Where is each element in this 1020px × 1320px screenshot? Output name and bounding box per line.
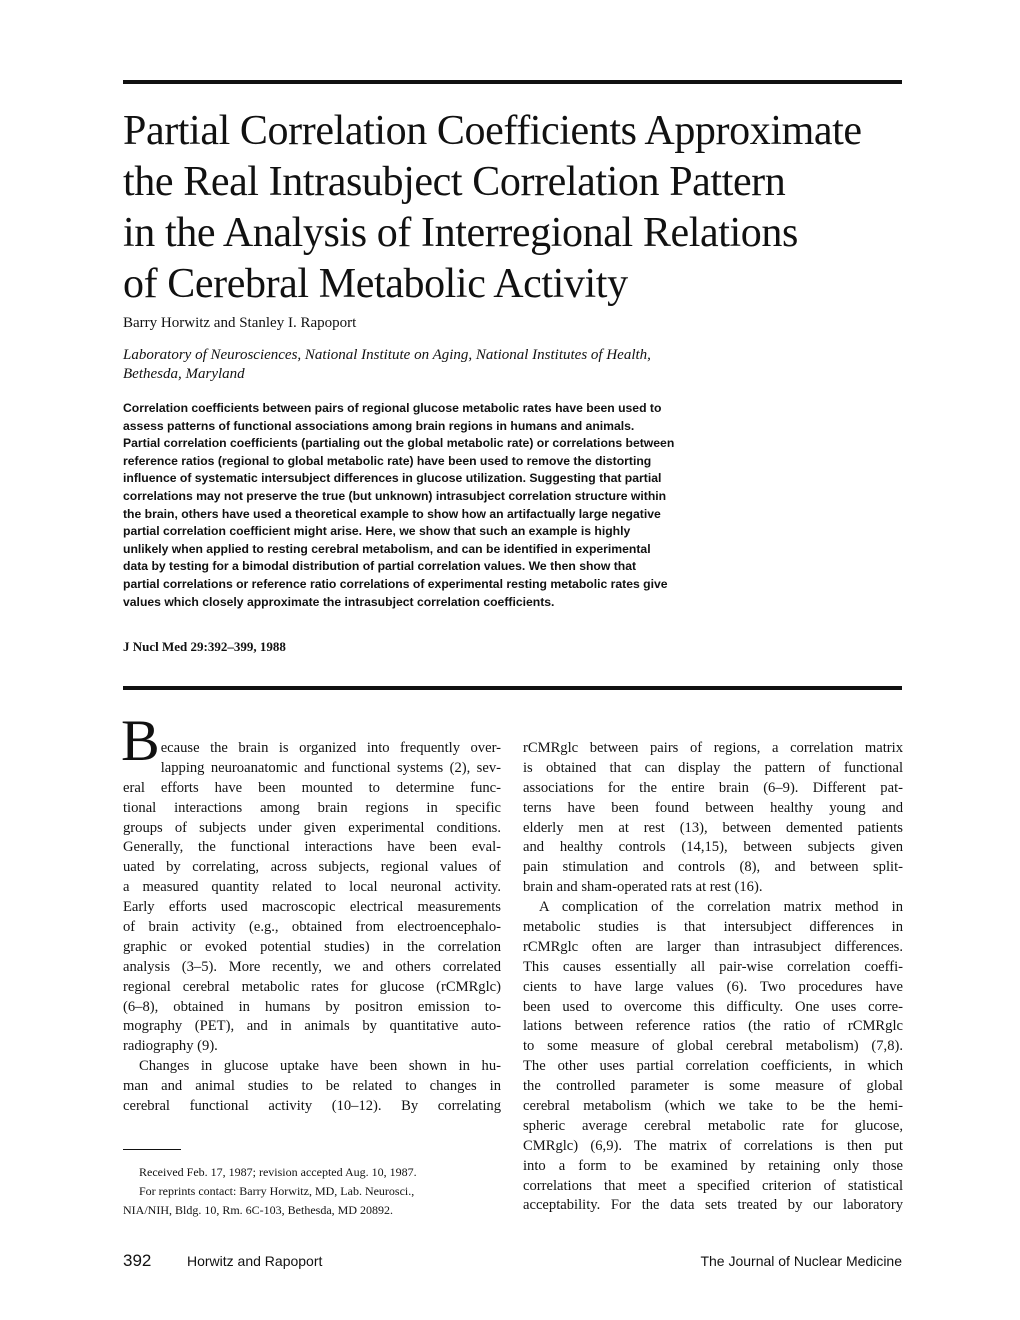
body-line: Changes in glucose uptake have been shown in hu- [139, 1058, 501, 1075]
affiliation [123, 346, 823, 384]
abstract-line: reference ratios (regional to global metabolic rate) have been used to remove the distorting [123, 453, 652, 468]
body-line: been used to overcome this difficulty. One uses corre- [523, 998, 903, 1015]
body-line: uated by correlating, across subjects, regional values of [123, 859, 501, 876]
body-line: of brain activity (e.g., obtained from electroencephalo- [123, 919, 501, 936]
body-line: groups of subjects under given experimental conditions. [123, 819, 501, 836]
body-line: (6–8), obtained in humans by positron emission to- [123, 998, 501, 1015]
body-column-left [121, 708, 501, 1117]
abstract-line: partial correlations or reference ratio correlations of experimental resting metabolic rates give [123, 576, 668, 591]
body-line: spheric average cerebral metabolic rate for glucose, [523, 1117, 903, 1134]
footnote-line: Received Feb. 17, 1987; revision accepted Aug. 10, 1987. [139, 1165, 417, 1179]
abstract-line: Partial correlation coefficients (partialing out the global metabolic rate) or correlations between [123, 436, 675, 451]
footnote-rule [123, 1149, 181, 1150]
section-rule [123, 686, 902, 690]
body-line: cients to have large values (6). Two procedures have [523, 978, 903, 995]
body-line: Early efforts used macroscopic electrical measurements [123, 899, 501, 916]
body-line: rCMRglc between pairs of regions, a correlation matrix [523, 740, 903, 756]
body-line: analysis (3–5). More recently, we and others correlated [123, 958, 501, 975]
body-line: to some measure of global cerebral metabolism) (7,8). [523, 1038, 903, 1055]
footnote [123, 1163, 501, 1220]
body-line: cerebral functional activity (10–12). By correlating [123, 1098, 501, 1115]
abstract-line: values which closely approximate the intrasubject correlation coefficients. [123, 594, 555, 609]
body-line: correlations that meet a specified criterion of statistical [523, 1177, 903, 1194]
abstract-line: data by testing for a bimodal distribution of partial correlation values. We then show that [123, 559, 637, 574]
title-line: Partial Correlation Coefficients Approximate [123, 108, 862, 154]
body-line: A complication of the correlation matrix method in [539, 899, 903, 916]
body-line: This causes essentially all pair-wise correlation coeffi- [523, 958, 903, 975]
body-line: is obtained that can display the pattern of functional [523, 759, 903, 776]
body-line: CMRglc) (6,9). The matrix of correlations is then put [523, 1137, 903, 1154]
top-rule [123, 80, 902, 84]
body-line: terns have been found between healthy young and [523, 799, 903, 816]
citation: J Nucl Med 29:392–399, 1988 [123, 639, 286, 654]
abstract-line: unlikely when applied to resting cerebral metabolism, and can be identified in experimental [123, 541, 651, 556]
body-line: associations for the entire brain (6–9). Different pat- [523, 779, 903, 796]
authors: Barry Horwitz and Stanley I. Rapoport [123, 315, 357, 331]
abstract-line: Correlation coefficients between pairs of regional glucose metabolic rates have been used to [123, 401, 662, 415]
drop-cap: B [121, 708, 160, 773]
body-line: cerebral metabolism (which we take to be the hemi- [523, 1098, 903, 1115]
footnote-line: For reprints contact: Barry Horwitz, MD, Lab. Neurosci., [139, 1184, 415, 1198]
body-line: a measured quantity related to local neuronal activity. [123, 879, 501, 896]
body-line: lapping neuroanatomic and functional systems (2), sev- [160, 759, 501, 776]
abstract-line: the brain, others have used a theoretical example to show how an artifactually large negative [123, 506, 661, 521]
title-line: in the Analysis of Interregional Relations [123, 210, 798, 256]
body-line: regional cerebral metabolic rates for glucose (rCMRglc) [123, 978, 501, 995]
body-line: radiography (9). [123, 1038, 218, 1055]
body-line: tional interactions among brain regions in specific [123, 799, 501, 816]
journal-name: The Journal of Nuclear Medicine [700, 1253, 902, 1269]
page-number: 392 [123, 1251, 152, 1270]
body-line: acceptability. For the data sets treated by our laboratory [523, 1197, 903, 1214]
body-line: elderly men at rest (13), between demented patients [523, 819, 903, 836]
body-line: lations between reference ratios (the ratio of rCMRglc [523, 1018, 903, 1035]
body-line: rCMRglc often are larger than intrasubject differences. [523, 938, 903, 955]
title-line: of Cerebral Metabolic Activity [123, 261, 628, 307]
body-line: the controlled parameter is some measure of global [523, 1078, 903, 1095]
body-line: into a form to be examined by retaining only those [523, 1157, 903, 1174]
abstract-line: correlations may not preserve the true (but unknown) intrasubject correlation structure within [123, 488, 667, 503]
running-head: Horwitz and Rapoport [187, 1253, 323, 1269]
body-line: eral efforts have been mounted to determine func- [123, 779, 501, 796]
body-line: ecause the brain is organized into frequently over- [160, 740, 501, 756]
abstract-line: influence of systematic intersubject differences in glucose utilization. Suggesting that partial [123, 471, 662, 486]
footnote-line: NIA/NIH, Bldg. 10, Rm. 6C-103, Bethesda, MD 20892. [123, 1203, 393, 1217]
body-line: Generally, the functional interactions have been eval- [123, 839, 501, 856]
article-title [123, 106, 903, 310]
body-line: and healthy controls (14,15), between subjects given [523, 839, 903, 856]
abstract-line: assess patterns of functional associations among brain regions in humans and animals. [123, 418, 635, 433]
affiliation-line: Laboratory of Neurosciences, National Institute on Aging, National Institutes of Health, [123, 347, 651, 363]
abstract [123, 400, 763, 611]
body-line: graphic or evoked potential studies) in the correlation [123, 938, 501, 955]
affiliation-line: Bethesda, Maryland [123, 366, 245, 382]
body-line: mography (PET), and in animals by quantitative auto- [123, 1018, 501, 1035]
abstract-line: partial correlation coefficient might arise. Here, we show that such an example is highly [123, 524, 631, 539]
body-line: brain and sham-operated rats at rest (16). [523, 879, 763, 896]
body-line: man and animal studies to be related to changes in [123, 1078, 501, 1095]
title-line: the Real Intrasubject Correlation Pattern [123, 159, 786, 205]
body-line: pain stimulation and controls (8), and between split- [523, 859, 903, 876]
body-line: metabolic studies is that intersubject differences in [523, 919, 903, 936]
body-column-right [523, 739, 903, 1216]
body-line: The other uses partial correlation coefficients, in which [523, 1058, 903, 1075]
